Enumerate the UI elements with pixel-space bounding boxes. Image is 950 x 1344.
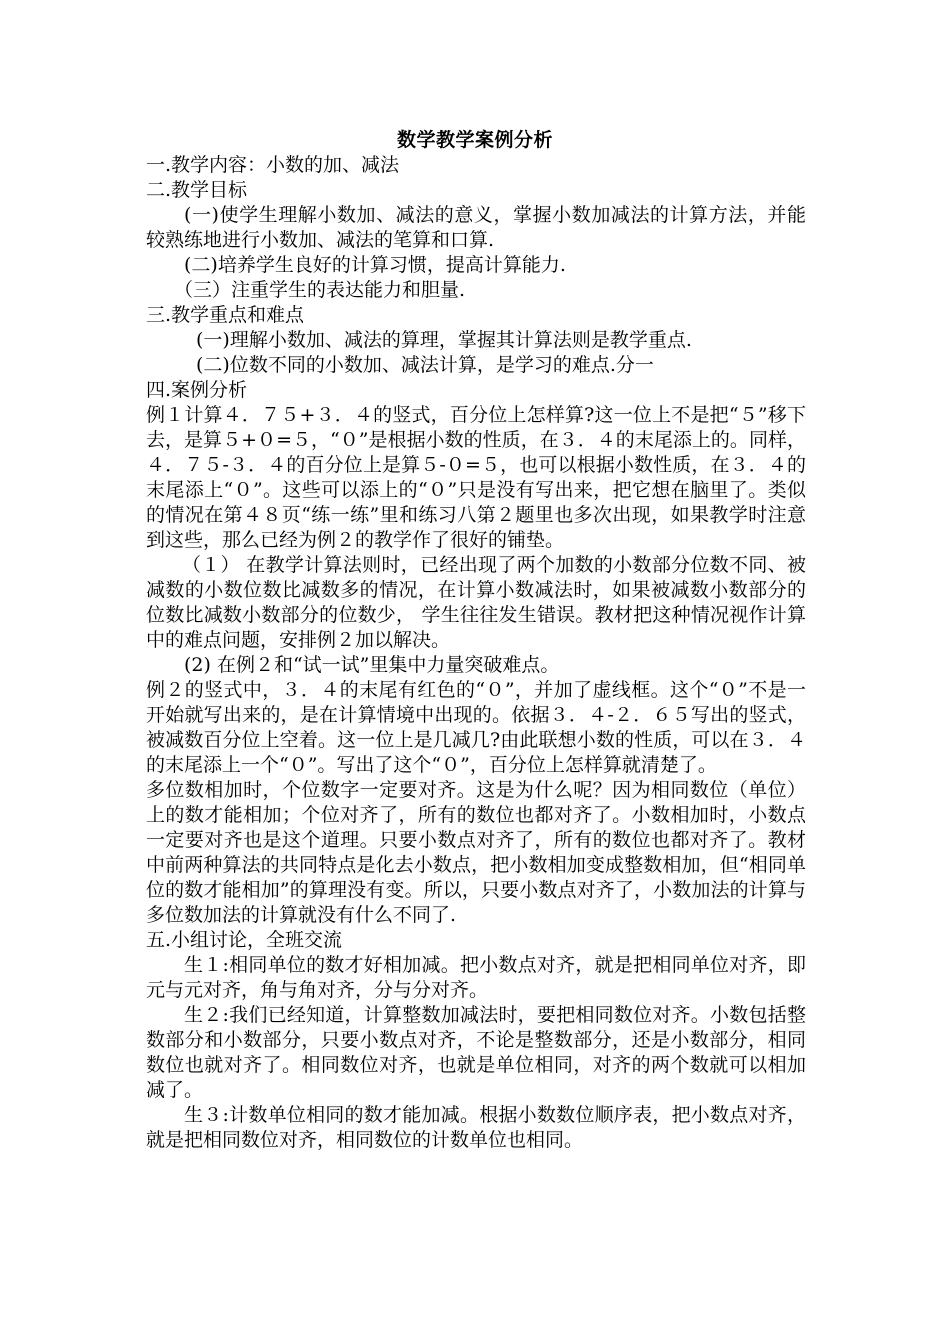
paragraph: (二)培养学生良好的计算习惯，提高计算能力.	[184, 254, 566, 276]
paragraph: (一)理解小数加、减法的算理，掌握其计算法则是教学重点.	[196, 329, 692, 351]
section-heading: 二.教学目标	[146, 179, 248, 201]
paragraph: 例１计算４．７５+３．４的竖式，百分位上怎样算?这一位上不是把“５”移下去，是算５+０=５，“０”是根据小数的性质，在３．４的末尾添上的。同样，４．７５-３．４的百分位上是算５-０=５，也可以根据小数性质，在３．４的末尾添上“０”。这些可以添上的“０”只是没有写出来，把它想在脑里了。类似的情况在第４８页“练一练”里和练习八第２题里也多次出现，如果教学时注意到这些，那么已经为例２的教学作了很好的铺垫。	[146, 404, 806, 551]
paragraph: (一)使学生理解小数加、减法的意义，掌握小数加减法的计算方法，并能较熟练地进行小数加、减法的笔算和口算.	[146, 204, 806, 251]
paragraph: (2) 在例２和“试一试”里集中力量突破难点。	[184, 654, 560, 676]
section-heading: 五.小组讨论，全班交流	[146, 929, 343, 951]
paragraph: 生１:相同单位的数才好相加减。把小数点对齐，就是把相同单位对齐，即元与元对齐，角与角对齐，分与分对齐。	[146, 954, 806, 1001]
paragraph: 例２的竖式中，３．４的末尾有红色的“０”，并加了虚线框。这个“０”不是一开始就写出来的，是在计算情境中出现的。依据３．４-２．６５写出的竖式，被减数百分位上空着。这一位上是几减几?由此联想小数的性质，可以在３．４的末尾添上一个“０”。写出了这个“０”，百分位上怎样算就清楚了。	[146, 679, 806, 776]
paragraph: 多位数相加时，个位数字一定要对齐。这是为什么呢？因为相同数位（单位）上的数才能相加；个位对齐了，所有的数位也都对齐了。小数相加时，小数点一定要对齐也是这个道理。只要小数点对齐了，所有的数位也都对齐了。教材中前两种算法的共同特点是化去小数点，把小数相加变成整数相加，但“相同单位的数才能相加”的算理没有变。所以，只要小数点对齐了，小数加法的计算与多位数加法的计算就没有什么不同了.	[146, 779, 806, 926]
paragraph: （三）注重学生的表达能力和胆量.	[174, 279, 466, 301]
paragraph: 生２:我们已经知道，计算整数加减法时，要把相同数位对齐。小数包括整数部分和小数部分，只要小数点对齐，不论是整数部分，还是小数部分，相同数位也就对齐了。相同数位对齐，也就是单位相同，对齐的两个数就可以相加减了。	[146, 1004, 806, 1101]
paragraph: 生３:计数单位相同的数才能加减。根据小数数位顺序表，把小数点对齐，就是把相同数位对齐，相同数位的计数单位也相同。	[146, 1104, 806, 1151]
section-heading: 三.教学重点和难点	[146, 304, 305, 326]
document-title: 数学教学案例分析	[396, 129, 553, 151]
paragraph: (二)位数不同的小数加、减法计算，是学习的难点.分一	[196, 354, 654, 376]
document-body	[146, 153, 806, 1153]
paragraph: （１） 在教学计算法则时，已经出现了两个加数的小数部分位数不同、被减数的小数位数比减数多的情况，在计算小数减法时，如果被减数小数部分的位数比减数小数部分的位数少， 学生往往发生错误。教材把这种情况视作计算中的难点问题，安排例２加以解决。	[146, 554, 806, 651]
section-heading: 一.教学内容：小数的加、减法	[146, 154, 400, 176]
section-heading: 四.案例分析	[146, 379, 248, 401]
